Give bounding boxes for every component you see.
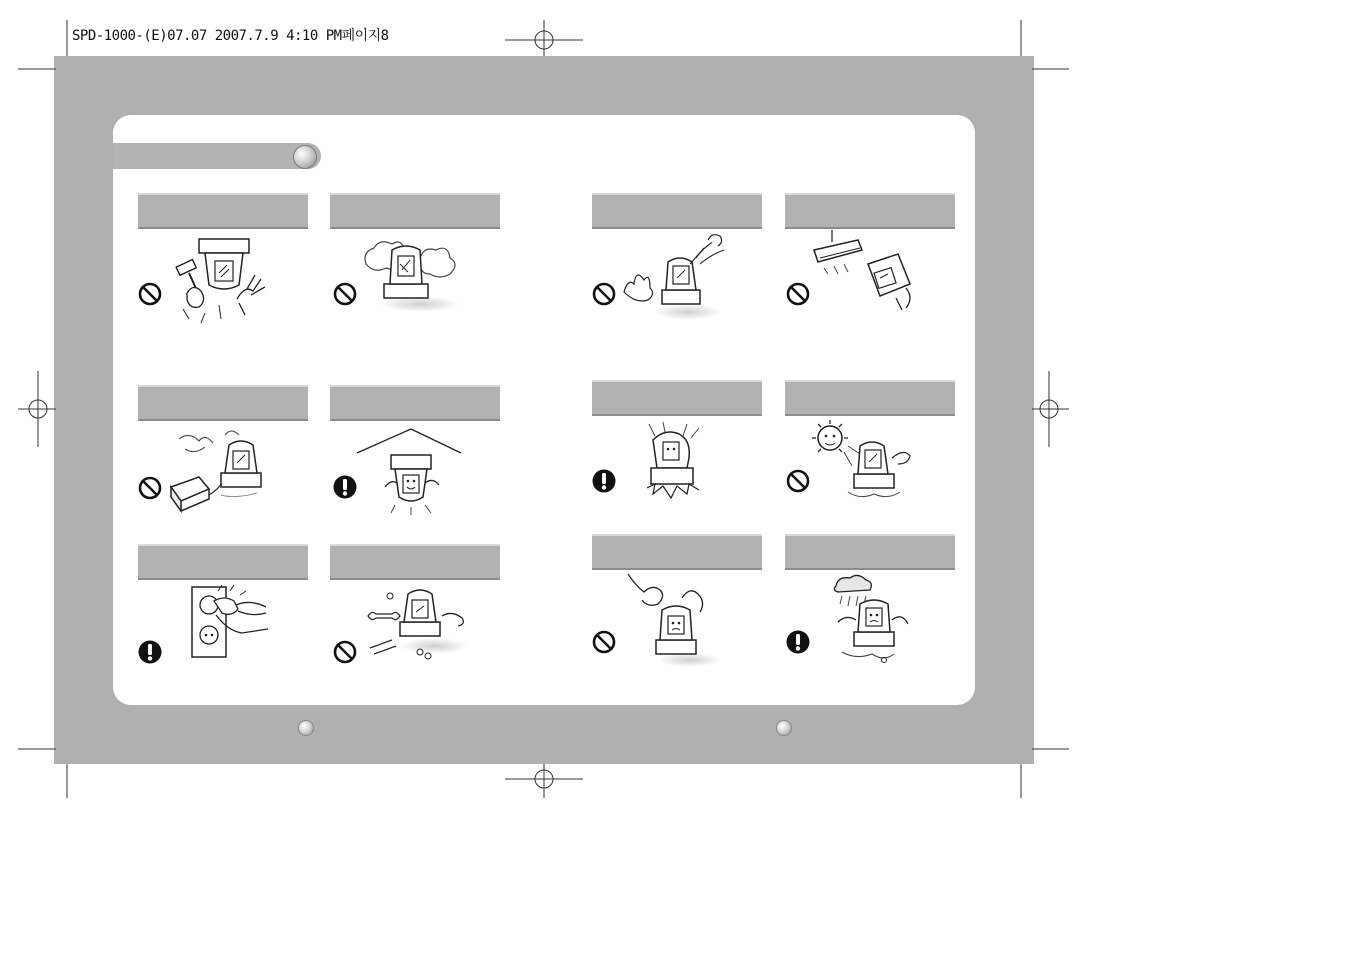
- caption-bar-5: [138, 544, 308, 580]
- prohibition-icon: [591, 629, 617, 655]
- caption-bar-1: [138, 193, 308, 229]
- prohibition-icon: [332, 281, 358, 307]
- flame-water-camera-illustration: [620, 228, 730, 323]
- caution-icon: [785, 629, 811, 655]
- ceiling-mounted-camera-illustration: [355, 425, 465, 520]
- caption-bar-8: [785, 193, 955, 229]
- caption-bar-7: [592, 193, 762, 229]
- caution-icon: [591, 468, 617, 494]
- prohibition-icon: [137, 281, 163, 307]
- falling-camera-illustration: [625, 422, 735, 517]
- smoke-camera-illustration: [358, 234, 468, 329]
- caption-bar-9: [592, 380, 762, 416]
- hammer-impact-camera-illustration: [175, 235, 285, 330]
- prohibition-icon: [591, 281, 617, 307]
- caption-bar-12: [785, 534, 955, 570]
- sunlight-camera-illustration: [808, 418, 918, 513]
- prohibition-icon: [137, 475, 163, 501]
- prohibition-icon: [332, 639, 358, 665]
- rain-cloud-camera-illustration: [828, 572, 938, 667]
- wall-socket-plug-illustration: [180, 583, 290, 678]
- registration-mark-right: [1032, 371, 1069, 447]
- foreign-objects-camera-illustration: [362, 580, 472, 675]
- caption-bar-4: [330, 385, 500, 421]
- caption-bar-2: [330, 193, 500, 229]
- prohibition-icon: [785, 281, 811, 307]
- caption-bar-11: [592, 534, 762, 570]
- caption-bar-6: [330, 544, 500, 580]
- caution-icon: [137, 639, 163, 665]
- registration-mark-left: [18, 371, 56, 447]
- registration-mark-top: [505, 20, 583, 56]
- overloaded-outlet-camera-illustration: [165, 425, 275, 520]
- hand-grab-camera-illustration: [622, 572, 732, 667]
- header-slug: SPD-1000-(E)07.07 2007.7.9 4:10 PM페이지8: [72, 28, 389, 44]
- caption-bar-10: [785, 380, 955, 416]
- air-conditioner-camera-illustration: [810, 228, 920, 323]
- registration-mark-bottom: [505, 764, 583, 798]
- caption-bar-3: [138, 385, 308, 421]
